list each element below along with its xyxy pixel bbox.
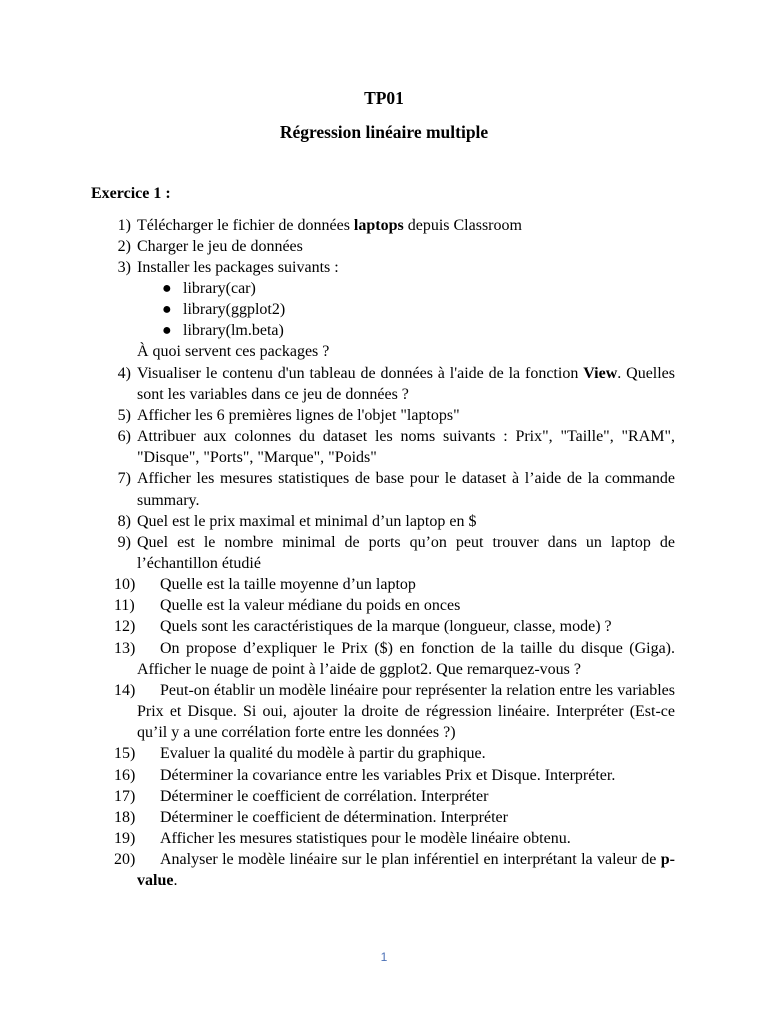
bullet-icon: ● <box>162 301 172 319</box>
list-item: 13) On propose d’expliquer le Prix ($) en fonction de la taille du disque (Giga). Afficher le nuage de point à l’aide de ggplot2. Que remarquez-vous ? <box>114 639 675 678</box>
list-item: 4) Visualiser le contenu d'un tableau de données à l'aide de la fonction View. Quelles sont les variables dans ce jeu de données ? <box>117 364 676 403</box>
list-item: 18) Déterminer le coefficient de détermination. Interpréter <box>114 808 508 826</box>
packages-question: À quoi servent ces packages ? <box>137 343 330 361</box>
list-item: 15) Evaluer la qualité du modèle à partir du graphique. <box>114 745 486 763</box>
list-item: 2) Charger le jeu de données <box>117 237 303 255</box>
page-number: 1 <box>380 950 388 964</box>
list-item: 9) Quel est le nombre minimal de ports qu’on peut trouver dans un laptop de l’échantillon étudié <box>117 533 675 572</box>
package-bullet: ● library(lm.beta) <box>137 320 675 341</box>
list-item: 1) Télécharger le fichier de données laptops depuis Classroom <box>117 216 522 234</box>
bullet-icon: ● <box>162 279 172 297</box>
exercise-heading: Exercice 1 : <box>91 185 171 202</box>
list-item: 7) Afficher les mesures statistiques de base pour le dataset à l’aide de la commande summary. <box>117 470 675 509</box>
package-bullet: ● library(car) <box>137 278 675 299</box>
list-item: 6) Attribuer aux colonnes du dataset les noms suivants : Prix", "Taille", "RAM", "Disque", "Ports", "Marque", "Poids" <box>117 428 675 467</box>
list-item: 16) Déterminer la covariance entre les variables Prix et Disque. Interpréter. <box>114 766 616 784</box>
list-item: 5) Afficher les 6 premières lignes de l'objet "laptops" <box>117 406 460 424</box>
list-item: 19) Afficher les mesures statistiques pour le modèle linéaire obtenu. <box>114 830 571 848</box>
list-item: 10) Quelle est la taille moyenne d’un laptop <box>114 576 416 594</box>
list-item: 8) Quel est le prix maximal et minimal d’un laptop en $ <box>117 512 477 530</box>
list-item: 11) Quelle est la valeur médiane du poids en onces <box>114 597 461 615</box>
list-item: 12) Quels sont les caractéristiques de la marque (longueur, classe, mode) ? <box>114 618 612 636</box>
exercise-list <box>114 215 676 892</box>
document-title: TP01 <box>364 88 404 108</box>
document-subtitle: Régression linéaire multiple <box>279 122 489 142</box>
list-item: 14) Peut-on établir un modèle linéaire pour représenter la relation entre les variables Prix et Disque. Si oui, ajouter la droite de régression linéaire. Interpréter (Est-ce qu’il y a une corrélation forte entre les données ?) <box>114 681 675 742</box>
bullet-icon: ● <box>162 322 172 340</box>
list-item: 17) Déterminer le coefficient de corrélation. Interpréter <box>114 787 489 805</box>
list-item: 20) Analyser le modèle linéaire sur le plan inférentiel en interprétant la valeur de p-value. <box>114 851 675 890</box>
list-item: 3) Installer les packages suivants : <box>117 258 339 276</box>
package-bullet: ● library(ggplot2) <box>137 299 675 320</box>
